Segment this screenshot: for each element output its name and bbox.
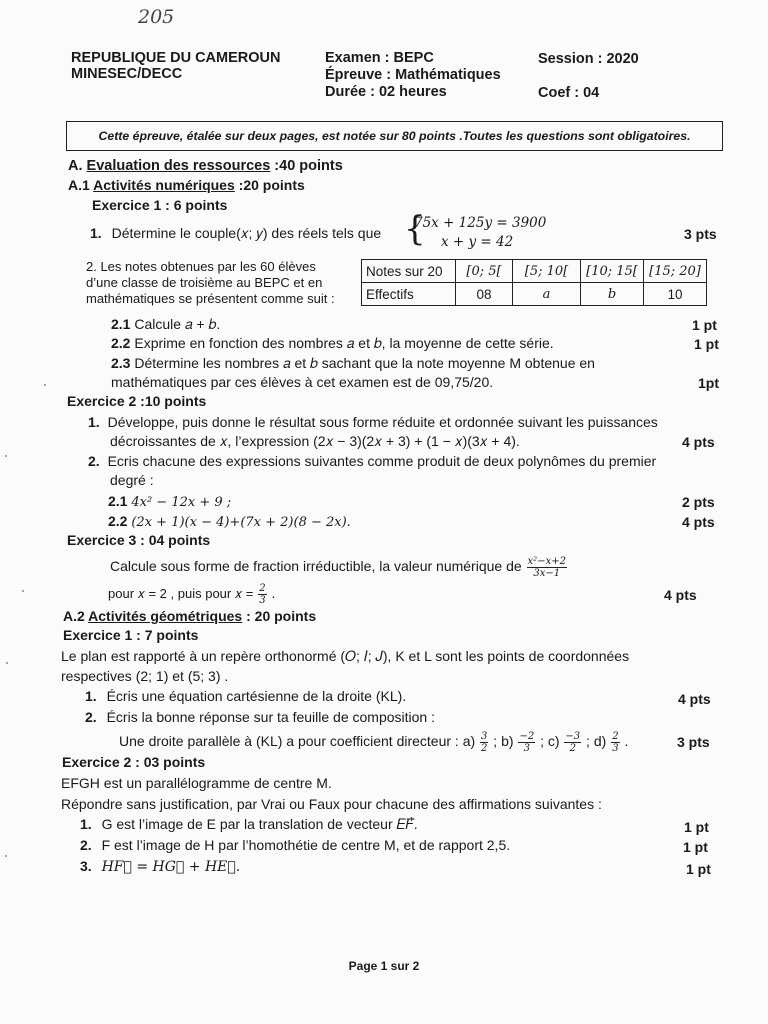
gex2-q2-text: F est l’image de H par l’homothétie de centre M, et de rapport 2,5. — [101, 837, 511, 853]
fraction-numerator: 2 — [612, 731, 619, 742]
gex2-q3-number: 3. — [80, 858, 92, 874]
ex2-q1-text-1: Développe, puis donne le résultat sous forme réduite et ordonnée suivant les puissances — [107, 414, 658, 430]
gex1-q1-text: Écris une équation cartésienne de la droite (KL). — [106, 688, 407, 704]
scan-speck — [22, 590, 24, 592]
ex2-q22-points: 4 pts — [682, 514, 715, 530]
ex2-q1-text-2: décroissantes de 𝑥, l’expression (2𝑥 − 3)(2𝑥 + 3) + (1 − 𝑥)(3𝑥 + 4). — [110, 433, 520, 449]
country-name: REPUBLIQUE DU CAMEROUN — [71, 50, 281, 66]
table-cell: [5; 10[ — [513, 260, 581, 283]
ex1-q23 — [111, 355, 595, 372]
gex2-q1-points: 1 pt — [684, 819, 709, 835]
option-d-fraction — [611, 731, 619, 754]
ex3-points: 4 pts — [664, 587, 697, 603]
ex1-q22-number: 2.2 — [111, 335, 131, 351]
a2-title: A.2 Activités géométriques : 20 points — [63, 608, 317, 624]
table-cell: [0; 5[ — [456, 260, 513, 283]
option-a-fraction — [480, 731, 488, 754]
option-separator: ; c) — [536, 733, 560, 750]
gex2-q3 — [80, 858, 240, 875]
ex3-text-2b: . — [271, 585, 276, 602]
underlined-phrase: Activités numériques — [93, 177, 235, 193]
system-equation-1: 75𝑥 + 125𝑦 = 3900 — [414, 215, 547, 231]
gex1-q2-number: 2. — [85, 709, 97, 725]
ex2-q22-text: (2𝑥 + 1)(𝑥 − 4)+(7𝑥 + 2)(8 − 2𝑥). — [131, 515, 351, 530]
ex2-q21-number: 2.1 — [108, 493, 128, 509]
ex3-text-1: Calcule sous forme de fraction irréductible, la valeur numérique de — [110, 558, 522, 575]
gex2-q2-points: 1 pt — [683, 839, 708, 855]
ex1-q22-points: 1 pt — [694, 336, 719, 352]
ex1-q21-points: 1 pt — [692, 317, 717, 333]
ex3-expression-fraction — [527, 556, 567, 579]
system-equation-2: 𝑥 + 𝑦 = 42 — [441, 234, 514, 250]
gex2-q2-number: 2. — [80, 837, 92, 853]
gex2-title: Exercice 2 : 03 points — [62, 754, 206, 770]
ex2-q1-points: 4 pts — [682, 434, 715, 450]
ex2-q1 — [88, 414, 658, 430]
ex1-q23-number: 2.3 — [111, 355, 131, 371]
ex1-q2-line-3: mathématiques se présentent comme suit : — [86, 291, 335, 306]
gex2-q1 — [80, 816, 418, 833]
table-cell: Effectifs — [362, 283, 456, 306]
table-cell: 𝑏 — [581, 283, 644, 306]
scan-speck — [5, 455, 7, 457]
ex2-q2-text-1: Ecris chacune des expressions suivantes comme produit de deux polynômes du premier — [107, 453, 657, 469]
table-cell: [10; 15[ — [581, 260, 644, 283]
ex1-title: Exercice 1 : 6 points — [92, 197, 228, 213]
ex1-q21-text: Calcule 𝑎 + 𝑏. — [134, 316, 221, 332]
fraction-numerator: −2 — [519, 731, 535, 742]
gex1-q1-number: 1. — [85, 688, 97, 704]
ex3-text-2a: pour 𝑥 = 2 , puis pour 𝑥 = — [108, 586, 254, 602]
ex2-q22-number: 2.2 — [108, 513, 128, 529]
scan-speck — [5, 855, 7, 857]
ex2-title: Exercice 2 :10 points — [67, 393, 207, 409]
gex1-q2 — [85, 709, 435, 725]
exam-duration: Durée : 02 heures — [325, 84, 447, 100]
ex2-q21 — [108, 493, 231, 510]
fraction-denominator: 2 — [481, 743, 488, 754]
option-separator: ; d) — [582, 733, 607, 750]
option-b-fraction — [518, 731, 535, 754]
gex1-intro-1: Le plan est rapporté à un repère orthonormé (𝑂; 𝐼; 𝐽), K et L sont les points de coordonnées — [61, 648, 630, 664]
fraction-numerator: 2 — [259, 583, 266, 594]
fraction-denominator: 2 — [569, 743, 576, 754]
ex1-q1-points: 3 pts — [684, 226, 717, 242]
fraction-numerator: −3 — [565, 731, 581, 742]
fraction-denominator: 3 — [523, 743, 530, 754]
fraction-numerator: 3 — [481, 731, 488, 742]
instructions-box — [66, 121, 723, 151]
ex2-q21-points: 2 pts — [682, 494, 715, 510]
gex1-title: Exercice 1 : 7 points — [63, 627, 199, 643]
option-c-fraction — [564, 731, 581, 754]
table-header-row — [362, 260, 707, 283]
gex1-q2-line: Une droite parallèle à (KL) a pour coefficient directeur : a) — [119, 733, 476, 750]
ex1-q21 — [111, 316, 220, 333]
ex2-q2 — [88, 453, 656, 469]
fraction-denominator: 3 — [259, 595, 266, 606]
table-cell: 𝑎 — [513, 283, 581, 306]
table-cell: 08 — [456, 283, 513, 306]
underlined-phrase: Evaluation des ressources — [86, 158, 271, 174]
grades-table — [361, 259, 707, 306]
underlined-phrase: Activités géométriques — [88, 608, 243, 624]
handwritten-page-number: 205 — [138, 6, 175, 28]
gex1-q2-points: 3 pts — [677, 734, 710, 750]
fraction-denominator: 3 — [612, 743, 619, 754]
table-cell: [15; 20] — [644, 260, 707, 283]
ex1-q22 — [111, 335, 554, 352]
table-row — [362, 283, 707, 306]
table-cell: 10 — [644, 283, 707, 306]
section-a-title-text: A. Evaluation des ressources :40 points — [68, 158, 343, 174]
ex2-q2-text-2: degré : — [110, 472, 154, 488]
gex2-q3-text: 𝐻𝐹⃗ = 𝐻𝐺⃗ + 𝐻𝐸⃗. — [101, 859, 241, 875]
gex2-q1-number: 1. — [80, 816, 92, 832]
instructions-text: Cette épreuve, étalée sur deux pages, est notée sur 80 points .Toutes les questions sont obligatoires. — [98, 129, 691, 143]
subject-name: Épreuve : Mathématiques — [325, 67, 501, 83]
ex2-q21-text: 4𝑥² − 12𝑥 + 9 ; — [131, 495, 232, 510]
gex1-q2-text: Écris la bonne réponse sur ta feuille de composition : — [106, 709, 435, 725]
ex3-value-fraction — [258, 583, 266, 606]
gex1-q2-options — [119, 731, 628, 754]
fraction-denominator: 3𝑥−1 — [533, 568, 561, 579]
ex3-title: Exercice 3 : 04 points — [67, 532, 211, 548]
ex2-q1-number: 1. — [88, 414, 100, 430]
scan-speck — [6, 662, 8, 664]
ex3-line-2 — [108, 583, 275, 606]
system-brace: { — [404, 209, 426, 249]
table-cell: Notes sur 20 — [362, 260, 456, 283]
gex2-intro-1: EFGH est un parallélogramme de centre M. — [61, 775, 332, 791]
ex1-q1-number: 1. — [90, 225, 102, 241]
ex1-q1 — [90, 225, 381, 242]
ex1-q23-text-1: Détermine les nombres 𝑎 et 𝑏 sachant que la note moyenne M obtenue en — [134, 355, 595, 371]
gex2-q2 — [80, 837, 510, 853]
gex2-q3-points: 1 pt — [686, 861, 711, 877]
page-footer: Page 1 sur 2 — [348, 959, 420, 973]
ex1-q22-text: Exprime en fonction des nombres 𝑎 et 𝑏, la moyenne de cette série. — [134, 335, 554, 351]
ex1-q23-text-2: mathématiques par ces élèves à cet examen est de 09,75/20. — [111, 374, 494, 390]
gex2-intro-2: Répondre sans justification, par Vrai ou Faux pour chacune des affirmations suivantes : — [61, 796, 602, 812]
ex1-q2-line-2: d’une classe de troisième au BEPC et en — [86, 275, 323, 290]
ex1-q23-points: 1pt — [698, 375, 719, 391]
ex2-q22 — [108, 513, 351, 530]
option-separator: . — [620, 733, 629, 750]
gex1-intro-2: respectives (2; 1) et (5; 3) . — [61, 668, 229, 684]
scan-speck — [44, 384, 46, 386]
ex3-line-1 — [110, 556, 568, 579]
ministry-name: MINESEC/DECC — [71, 66, 183, 82]
section-a-title — [68, 158, 343, 174]
ex1-q1-text: Détermine le couple(𝑥; 𝑦) des réels tels que — [111, 225, 382, 241]
ex1-q21-number: 2.1 — [111, 316, 131, 332]
gex1-q1 — [85, 688, 406, 704]
exam-name: Examen : BEPC — [325, 50, 434, 66]
exam-coefficient: Coef : 04 — [538, 85, 600, 101]
exam-session: Session : 2020 — [538, 51, 639, 67]
option-separator: ; b) — [489, 733, 514, 750]
a1-title: A.1 Activités numériques :20 points — [68, 177, 305, 193]
ex1-q2-line-1: 2. Les notes obtenues par les 60 élèves — [86, 259, 316, 274]
fraction-numerator: 𝑥²−𝑥+2 — [527, 556, 566, 567]
gex1-q1-points: 4 pts — [678, 691, 711, 707]
gex2-q1-text: G est l’image de E par la translation de vecteur 𝐸𝐹⃗. — [101, 816, 418, 832]
ex2-q2-number: 2. — [88, 453, 100, 469]
